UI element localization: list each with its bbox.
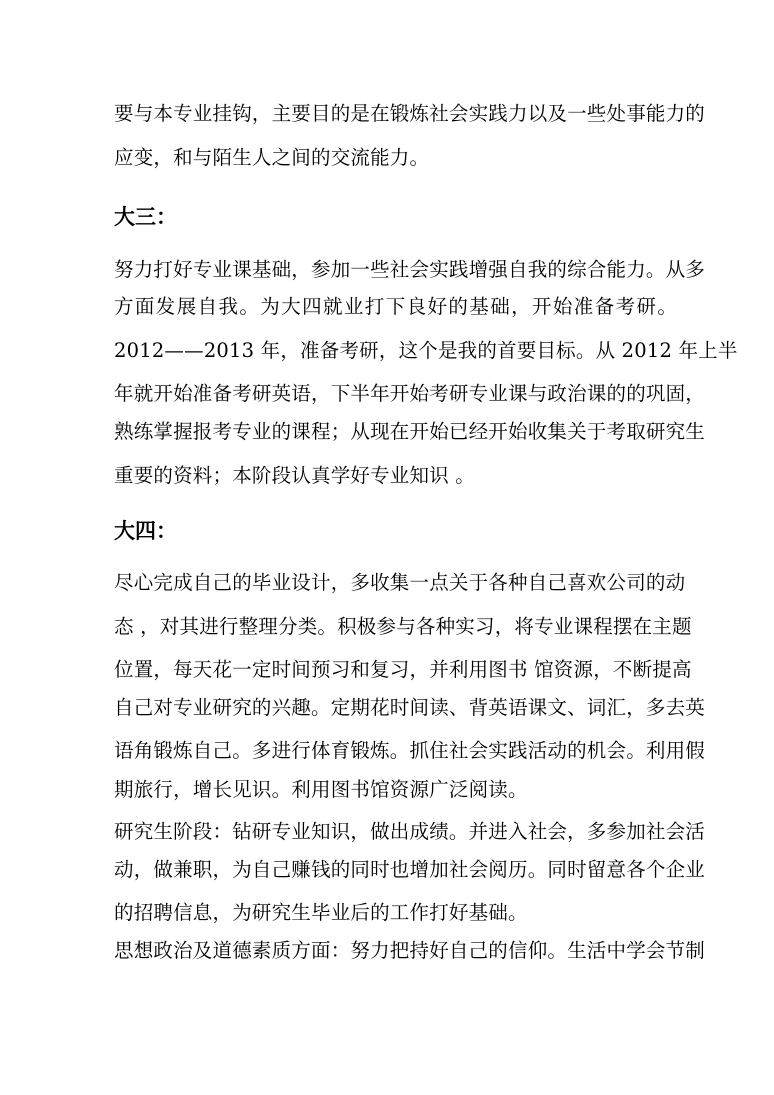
senior-line-6: 期旅行，增长见识。利用图书馆资源广泛阅读。 bbox=[114, 778, 528, 801]
ideology-line-1: 思想政治及道德素质方面：努力把持好自己的信仰。生活中学会节制 bbox=[114, 939, 706, 962]
junior-line-2: 方面发展自我。为大四就业打下良好的基础，开始准备考研。 bbox=[114, 295, 679, 318]
senior-line-2: 态 ，对其进行整理分类。积极参与各种实习，将专业课程摆在主题 bbox=[114, 615, 692, 638]
graduate-line-2: 动，做兼职，为自己赚钱的同时也增加社会阅历。同时留意各个企业 bbox=[114, 858, 706, 881]
junior-line-1: 努力打好专业课基础，参加一些社会实践增强自我的综合能力。从多 bbox=[114, 258, 706, 281]
senior-line-5: 语角锻炼自己。多进行体育锻炼。抓住社会实践活动的机会。利用假 bbox=[114, 739, 706, 762]
junior-line-5: 熟练掌握报考专业的课程；从现在开始已经开始收集关于考取研究生 bbox=[114, 420, 706, 443]
junior-line-6: 重要的资料；本阶段认真学好专业知识 。 bbox=[114, 464, 475, 487]
heading-senior-year: 大四： bbox=[114, 519, 177, 543]
junior-line-3: 2012——2013 年，准备考研，这个是我的首要目标。从 2012 年上半 bbox=[114, 339, 738, 362]
heading-junior-year: 大三： bbox=[114, 205, 177, 229]
senior-line-1: 尽心完成自己的毕业设计，多收集一点关于各种自己喜欢公司的动 bbox=[114, 571, 686, 594]
senior-line-3: 位置，每天花一定时间预习和复习，并利用图书 馆资源，不断提高 bbox=[114, 658, 692, 681]
graduate-line-1: 研究生阶段：钻研专业知识，做出成绩。并进入社会，多参加社会活 bbox=[114, 820, 706, 843]
graduate-line-3: 的招聘信息，为研究生毕业后的工作打好基础。 bbox=[114, 901, 528, 924]
intro-line-2: 应变，和与陌生人之间的交流能力。 bbox=[114, 146, 430, 169]
junior-line-4: 年就开始准备考研英语，下半年开始考研专业课与政治课的的巩固， bbox=[114, 382, 706, 405]
intro-line-1: 要与本专业挂钩，主要目的是在锻炼社会实践力以及一些处事能力的 bbox=[114, 102, 706, 125]
senior-line-4: 自己对专业研究的兴趣。定期花时间读、背英语课文、词汇，多去英 bbox=[114, 696, 706, 719]
